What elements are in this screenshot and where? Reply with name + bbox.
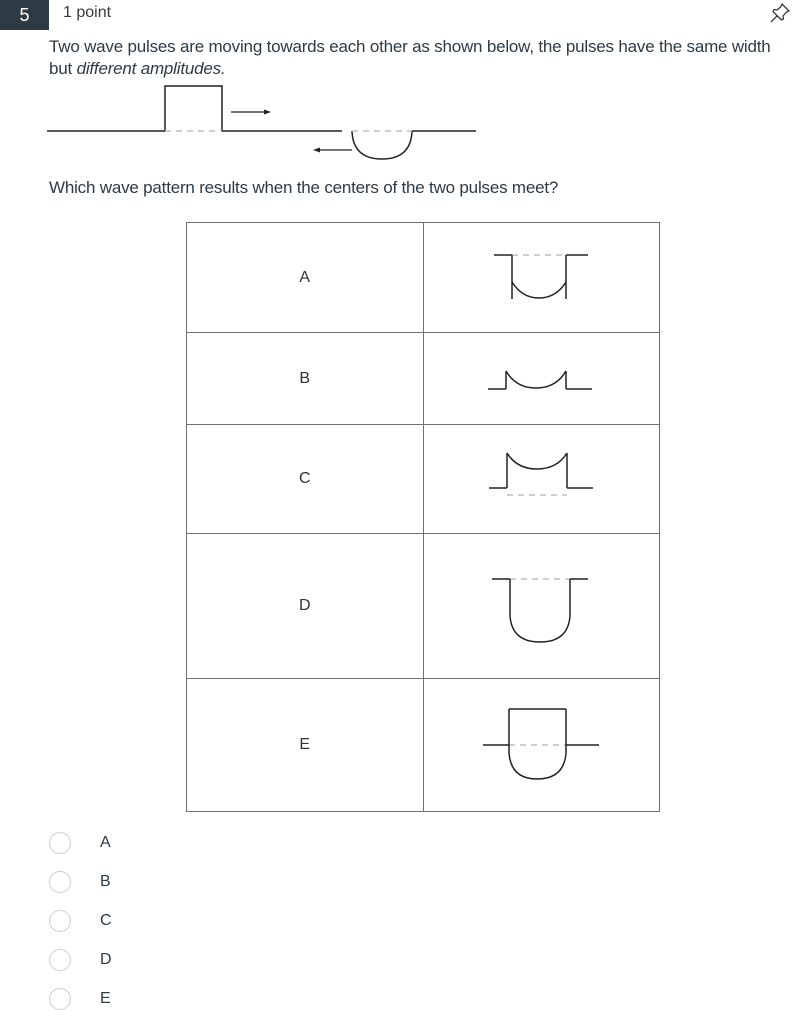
prompt-text: Two wave pulses are moving towards each other as shown below, the pulses have the same width but xyxy=(49,37,771,78)
option-label-b: B xyxy=(187,333,424,425)
choice-b[interactable] xyxy=(49,862,111,901)
radio-button[interactable] xyxy=(49,949,71,971)
choice-e[interactable] xyxy=(49,979,111,1018)
option-figure-d xyxy=(423,534,660,679)
choice-d[interactable] xyxy=(49,940,112,979)
question-number-badge xyxy=(0,0,49,30)
radio-button[interactable] xyxy=(49,871,71,893)
table-row xyxy=(187,425,660,534)
prompt-emphasis: different amplitudes. xyxy=(76,59,226,78)
answer-choices xyxy=(49,823,112,1018)
left-arrow-icon xyxy=(313,148,320,153)
choice-label: C xyxy=(100,911,112,929)
question-ask: Which wave pattern results when the centers of the two pulses meet? xyxy=(49,178,559,197)
options-table xyxy=(186,222,660,812)
choice-label: A xyxy=(100,833,111,851)
radio-button[interactable] xyxy=(49,910,71,932)
choice-c[interactable] xyxy=(49,901,112,940)
pulses-diagram xyxy=(47,84,482,164)
option-label-c: C xyxy=(187,425,424,534)
question-prompt xyxy=(49,36,797,80)
option-figure-b xyxy=(423,333,660,425)
option-figure-c xyxy=(423,425,660,534)
option-label-e: E xyxy=(187,679,424,812)
option-figure-e xyxy=(423,679,660,812)
pin-icon[interactable] xyxy=(768,2,792,24)
option-label-d: D xyxy=(187,534,424,679)
right-arrow-icon xyxy=(264,110,271,115)
choice-label: D xyxy=(100,950,112,968)
question-points: 1 point xyxy=(63,4,112,21)
choice-label: B xyxy=(100,872,111,890)
radio-button[interactable] xyxy=(49,832,71,854)
choice-a[interactable] xyxy=(49,823,111,862)
table-row xyxy=(187,333,660,425)
option-label-a: A xyxy=(187,223,424,333)
table-row xyxy=(187,223,660,333)
table-row xyxy=(187,679,660,812)
table-row xyxy=(187,534,660,679)
radio-button[interactable] xyxy=(49,988,71,1010)
option-figure-a xyxy=(423,223,660,333)
question-number: 5 xyxy=(19,4,30,25)
choice-label: E xyxy=(100,989,111,1007)
